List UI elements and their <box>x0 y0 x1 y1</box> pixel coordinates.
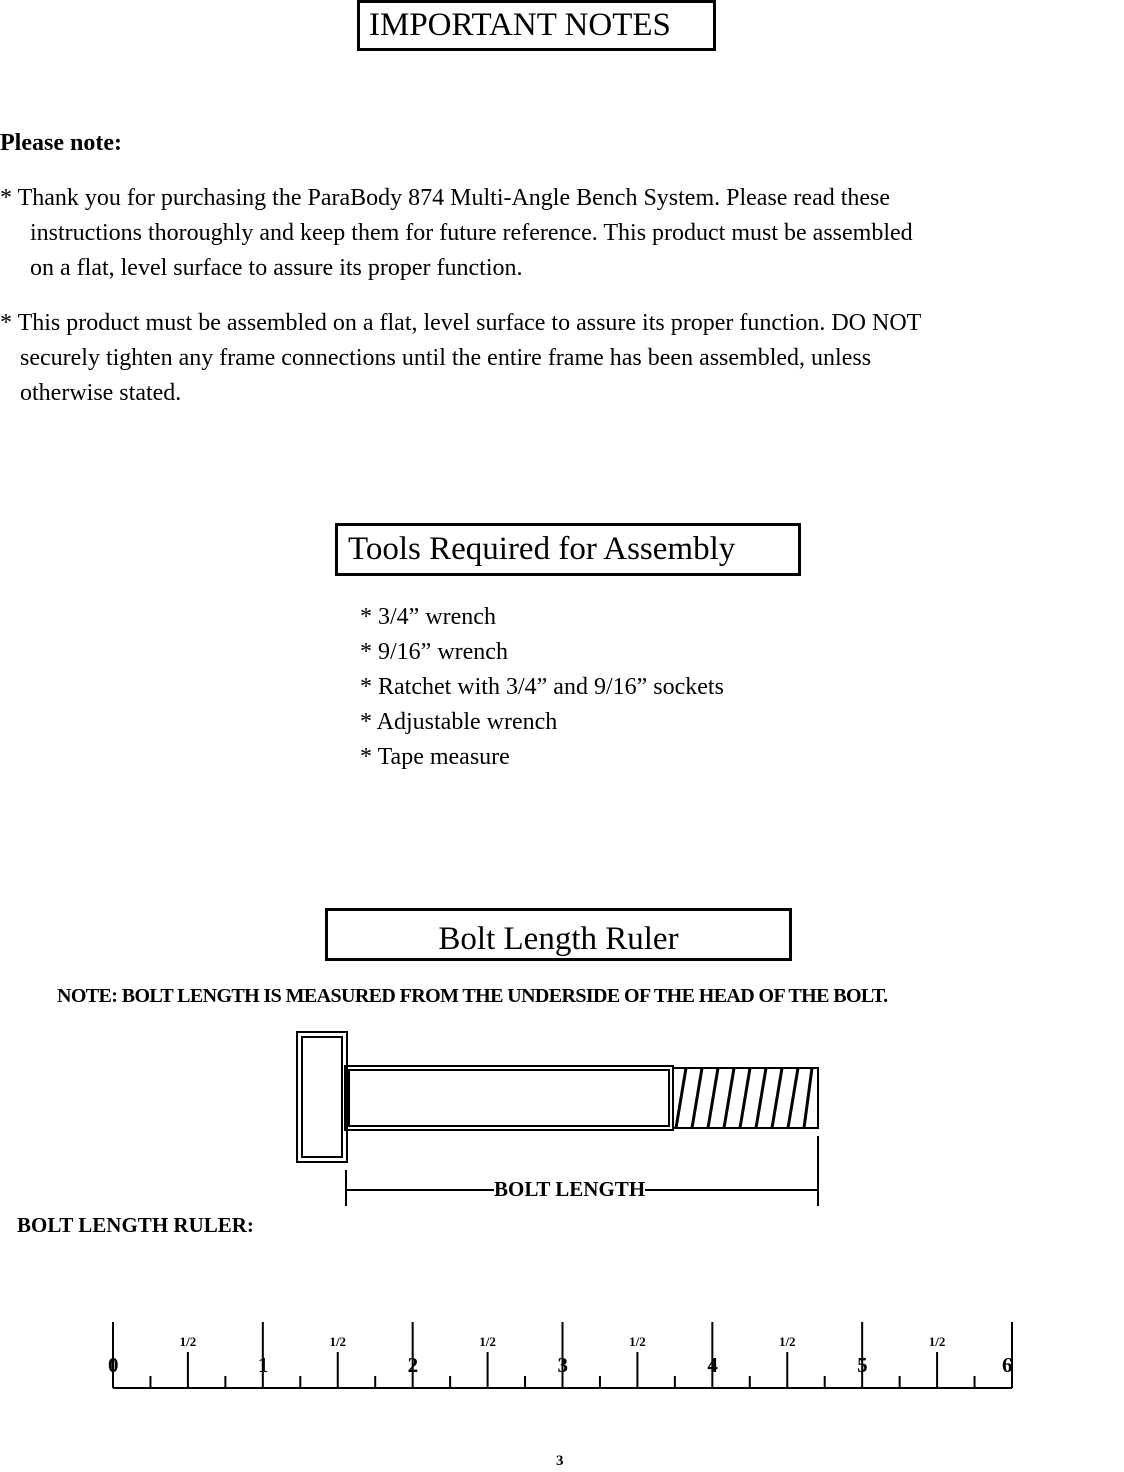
ruler-number: 5 <box>857 1353 868 1377</box>
ruler-half-label: 1/2 <box>778 1334 796 1349</box>
please-note-heading: Please note: <box>0 130 122 156</box>
ruler-number: 0 <box>108 1353 119 1377</box>
ruler-half-label: 1/2 <box>928 1334 946 1349</box>
note-thank-you <box>0 181 913 286</box>
ruler-number: 6 <box>1002 1353 1013 1377</box>
tool-item: * Tape measure <box>360 744 510 770</box>
tool-item: * Ratchet with 3/4” and 9/16” sockets <box>360 674 724 700</box>
tools-list <box>360 600 724 775</box>
ruler-number: 2 <box>407 1353 419 1377</box>
ruler-half-label: 1/2 <box>179 1334 197 1349</box>
ruler-number: 1 <box>257 1353 269 1377</box>
bolt-shank-inner <box>349 1070 669 1126</box>
note-2-line-2: securely tighten any frame connections until the entire frame has been assembled, unless <box>20 345 872 371</box>
note-2-line-3: otherwise stated. <box>20 380 182 406</box>
note-1-line-2: instructions thoroughly and keep them for future reference. This product must be assembled <box>30 220 913 246</box>
bolt-head-outer <box>297 1032 347 1162</box>
tool-item: * 3/4” wrench <box>360 604 496 630</box>
ruler-number: 3 <box>557 1353 568 1377</box>
bolt-shank-outer <box>345 1066 673 1130</box>
bolt-measure-note: NOTE: BOLT LENGTH IS MEASURED FROM THE UNDERSIDE OF THE HEAD OF THE BOLT. <box>57 985 888 1007</box>
ruler <box>0 1310 1124 1400</box>
important-notes-title: IMPORTANT NOTES <box>357 0 716 51</box>
bolt-ruler-label: BOLT LENGTH RULER: <box>17 1213 254 1237</box>
note-1-line-1: * Thank you for purchasing the ParaBody 874 Multi-Angle Bench System. Please read these <box>0 185 891 211</box>
note-assembly <box>0 306 921 411</box>
bolt-head-inner <box>302 1037 342 1157</box>
tools-title: Tools Required for Assembly <box>335 523 801 576</box>
page-number: 3 <box>556 1453 564 1469</box>
tool-item: * Adjustable wrench <box>360 709 558 735</box>
bolt-length-label: BOLT LENGTH <box>494 1177 646 1201</box>
bolt-ruler-title: Bolt Length Ruler <box>325 908 792 961</box>
note-1-line-3: on a flat, level surface to assure its proper function. <box>30 255 523 281</box>
ruler-half-label: 1/2 <box>629 1334 646 1349</box>
note-2-line-1: * This product must be assembled on a flat, level surface to assure its proper function. DO NOT <box>0 310 922 336</box>
ruler-number: 4 <box>707 1353 718 1377</box>
tool-item: * 9/16” wrench <box>360 639 508 665</box>
ruler-half-label: 1/2 <box>479 1334 496 1349</box>
bolt-threads <box>676 1068 812 1128</box>
ruler-half-label: 1/2 <box>329 1334 347 1349</box>
